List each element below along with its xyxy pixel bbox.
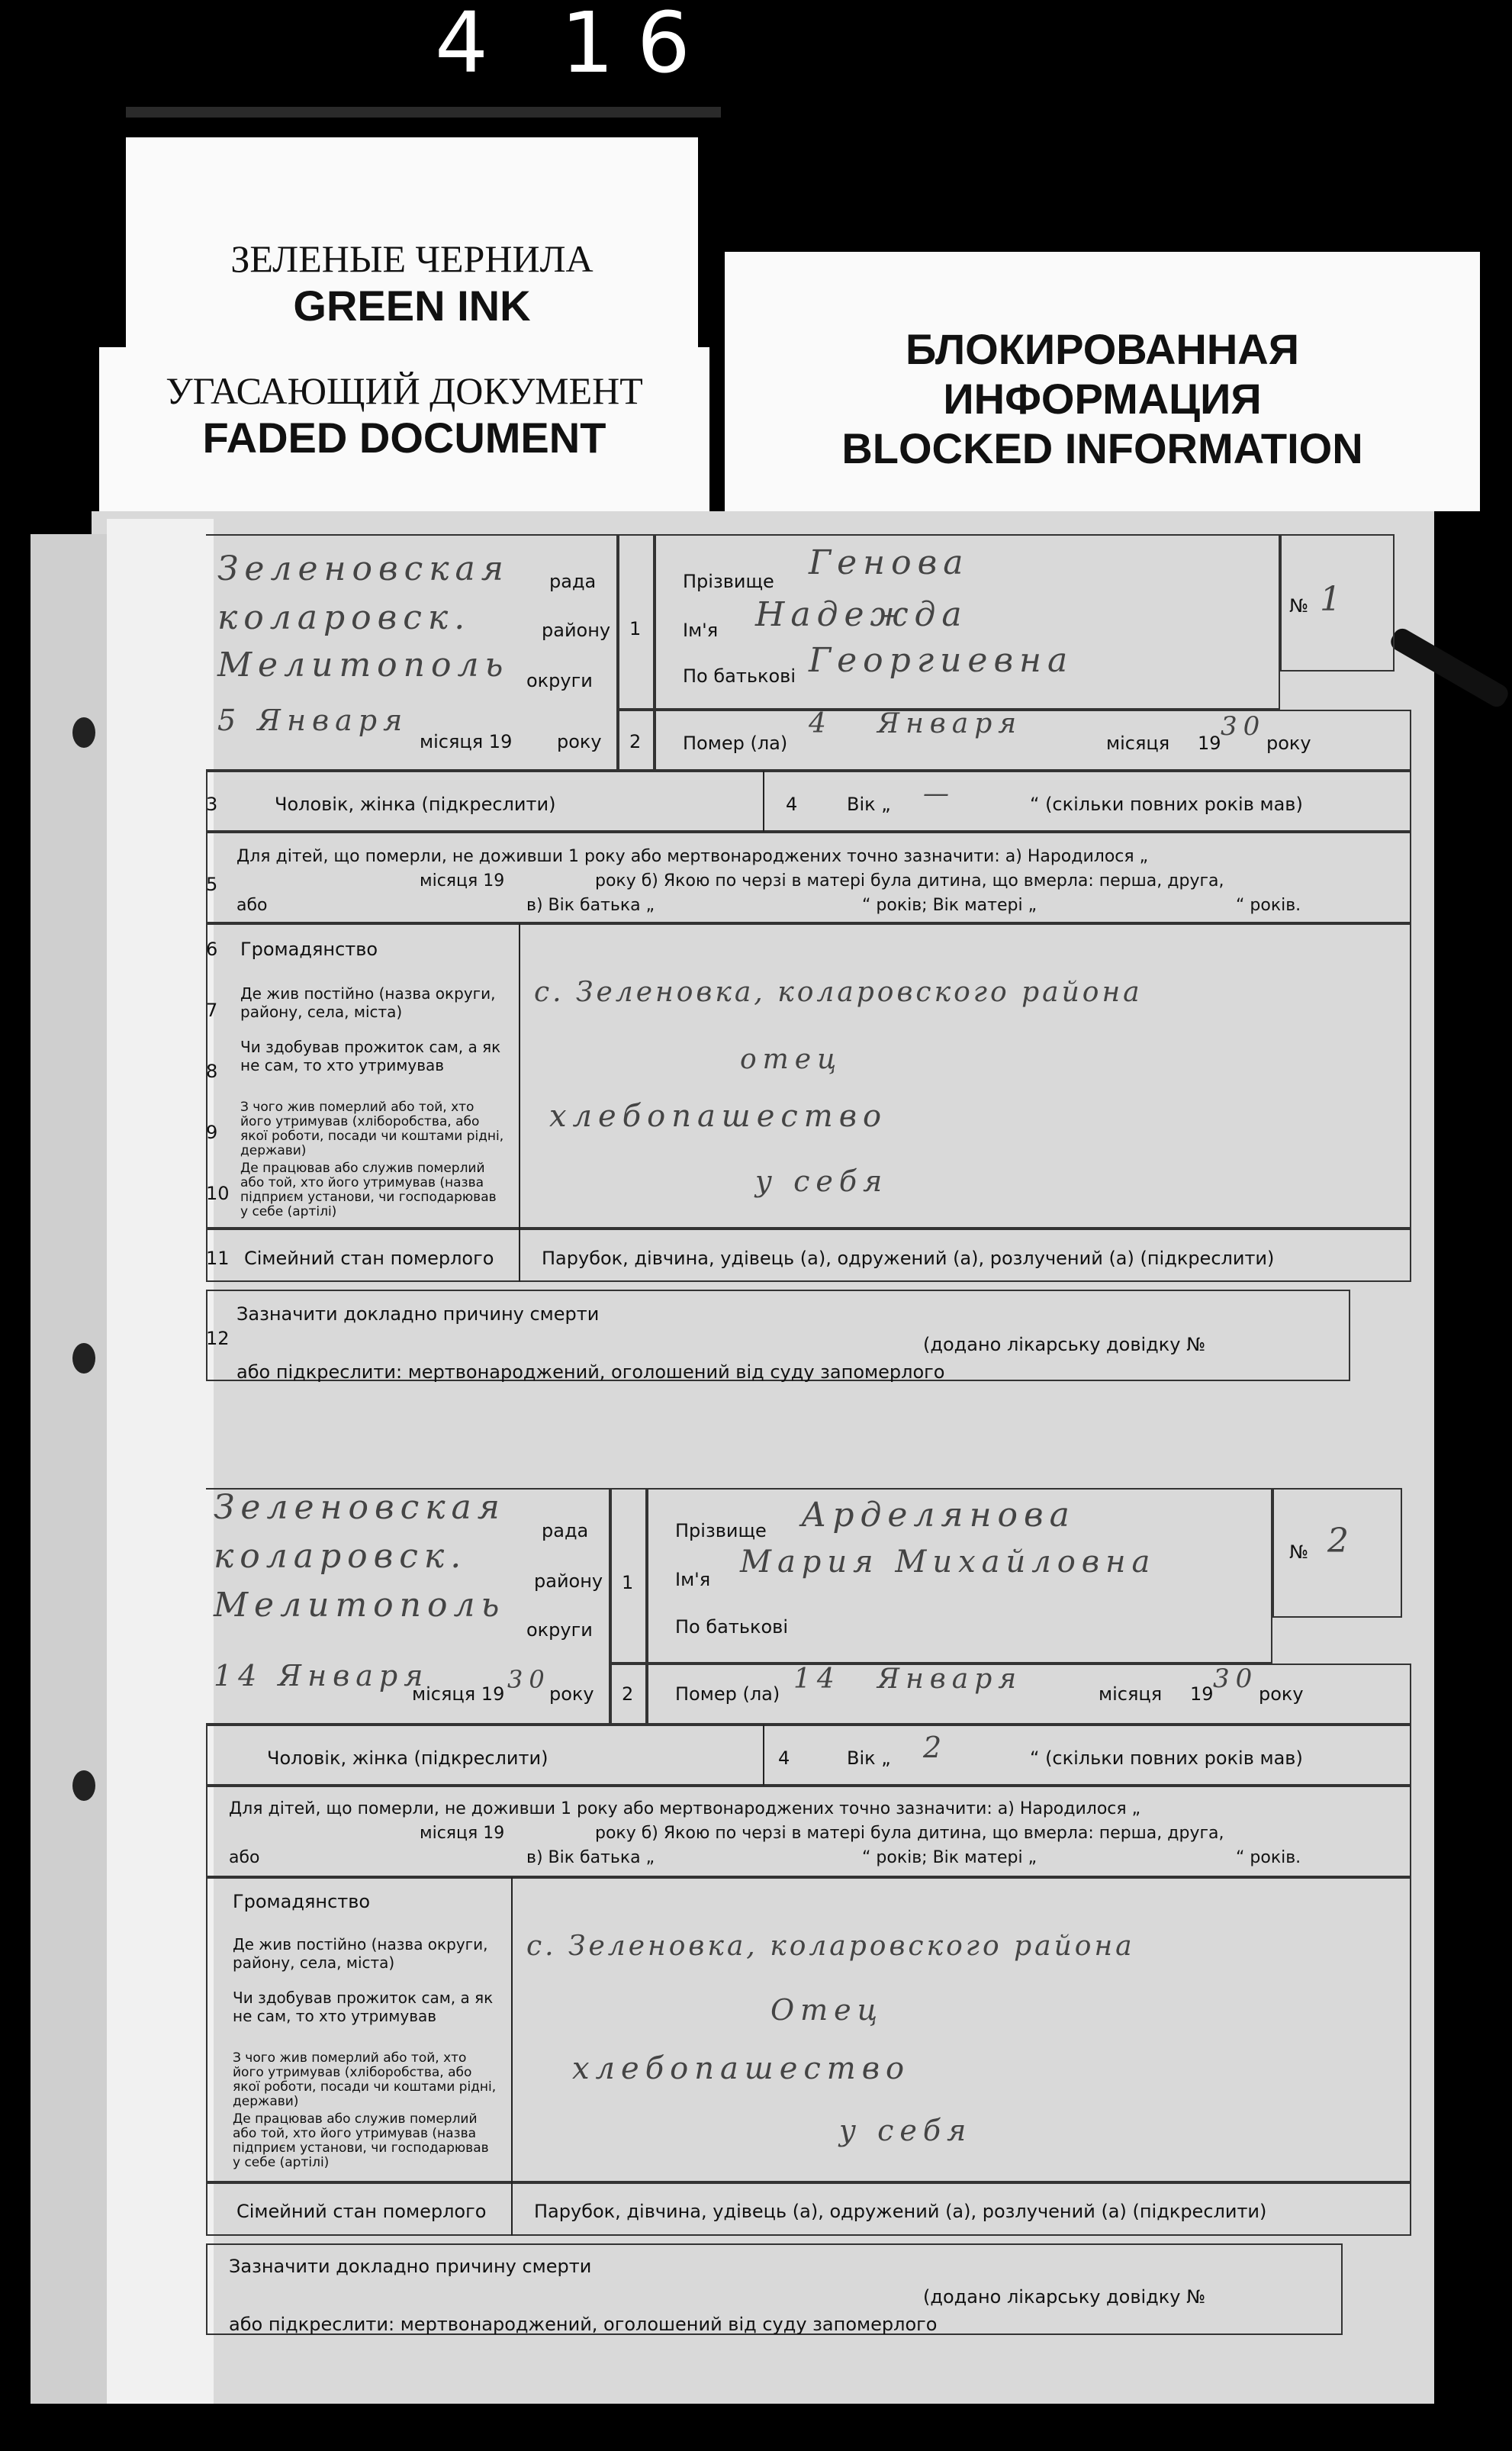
record-1-details-divider	[519, 923, 520, 1229]
record-1-rada-value: Зеленовская	[217, 549, 510, 588]
record-1-residence: с. Зеленовка, коларовского района	[534, 977, 1143, 1008]
record-2-simeinyi-val: Парубок, дівчина, удівець (а), одружений (а), розлучений (а) (підкреслити)	[534, 2201, 1267, 2222]
record-1-row11-num: 11	[206, 1248, 230, 1269]
record-2-age: 2	[923, 1731, 948, 1764]
record-1-name-label: Ім'я	[683, 620, 719, 641]
top-band	[126, 107, 721, 118]
record-2-livelihood: хлебопашество	[572, 2051, 911, 2086]
record-1-surname-label: Прізвище	[683, 571, 774, 592]
blocked-ru-line1: БЛОКИРОВАННАЯ	[906, 325, 1299, 373]
record-2-children3c: “ років; Вік матері „	[862, 1848, 1037, 1867]
record-2-reg-year: 30	[507, 1665, 551, 1694]
record-1-supported-by: отец	[740, 1044, 843, 1075]
green-ink-en: GREEN INK	[293, 282, 531, 330]
record-2-okruha-label: округи	[526, 1619, 593, 1641]
binder-hole	[72, 1770, 95, 1801]
faded-document-ru: УГАСАЮЩИЙ ДОКУМЕНТ	[166, 369, 643, 412]
record-1-patronymic: Георгиевна	[809, 641, 1074, 680]
record-1-chy-zdobuvav: Чи здобував прожиток сам, а як не сам, то хто утримував	[240, 1038, 501, 1074]
record-2-vik-tail: “ (скільки повних років мав)	[1030, 1747, 1303, 1769]
record-1-19-label: 19	[1198, 733, 1221, 754]
white-strip	[107, 519, 214, 2404]
record-1	[206, 534, 1411, 1389]
record-2-dovidka: (додано лікарську довідку №	[923, 2286, 1206, 2308]
record-1-simeinyi-val: Парубок, дівчина, удівець (а), одружений (а), розлучений (а) (підкреслити)	[542, 1248, 1275, 1269]
record-2-supported-by: Отец	[770, 1993, 884, 2027]
record-1-abo: або підкреслити: мертвонароджений, оголошений від суду запомерлого	[236, 1361, 945, 1383]
record-2-rada-value: Зеленовская	[214, 1488, 506, 1527]
record-2-death-month: Января	[877, 1664, 1023, 1695]
record-2-pomer-label: Помер (ла)	[675, 1683, 780, 1705]
blocked-en: BLOCKED INFORMATION	[841, 424, 1363, 472]
record-2-workplace: у себя	[839, 2114, 973, 2147]
record-2-de-pratsiuvav: Де працював або служив померлий або той, хто його утримував (назва підприєм установи, чи господарював у себе (артілі)	[233, 2111, 489, 2170]
record-2-patronymic-label: По батькові	[675, 1616, 788, 1638]
record-2-col2-num: 2	[622, 1683, 634, 1705]
record-2-name: Мария Михайловна	[740, 1544, 1157, 1580]
record-1-children3: або	[236, 896, 268, 915]
record-2-surname: Арделянова	[801, 1496, 1076, 1535]
record-1-no-label: №	[1289, 595, 1308, 617]
record-1-row9-num: 9	[206, 1122, 218, 1143]
record-2-number: 2	[1327, 1522, 1355, 1560]
record-1-row6-num: 6	[206, 939, 218, 960]
record-2-row4-divider	[763, 1725, 764, 1786]
record-1-raion-label: району	[542, 620, 611, 641]
record-2-name-label: Ім'я	[675, 1569, 711, 1590]
record-1-dovidka: (додано лікарську довідку №	[923, 1334, 1206, 1355]
faded-document-card	[99, 347, 709, 511]
record-1-okruha-value: Мелитополь	[217, 646, 510, 684]
page-number: 4 16	[435, 0, 713, 92]
record-1-reg-month-label: місяця 19	[420, 731, 513, 752]
record-1-z-choho: З чого жив померлий або той, хто його утримував (хліборобства, або якої роботи, посади чи коштами рідні, держави)	[240, 1100, 504, 1158]
record-2-raion-label: району	[534, 1570, 603, 1592]
record-1-number: 1	[1320, 580, 1347, 619]
record-2-vik-label: Вік „	[847, 1747, 891, 1769]
record-1-de-pratsiuvav: Де працював або служив померлий або той, хто його утримував (назва підприєм установи, чи господарював у себе (артілі)	[240, 1161, 497, 1219]
record-2-misiatsia-label: місяця	[1099, 1683, 1163, 1705]
record-2-death-year: 30	[1213, 1664, 1259, 1694]
record-1-patronymic-label: По батькові	[683, 665, 796, 687]
record-2-residence: с. Зеленовка, коларовского района	[526, 1931, 1135, 1962]
record-2-death-day: 14	[793, 1664, 841, 1695]
record-2-abo: або підкреслити: мертвонароджений, оголошений від суду запомерлого	[229, 2314, 938, 2335]
record-1-rada-label: рада	[549, 571, 597, 592]
record-1-workplace: у себя	[755, 1164, 889, 1198]
record-1-prychyna: Зазначити докладно причину смерти	[236, 1303, 600, 1325]
binder-hole	[72, 1343, 95, 1374]
record-2-children3b: в) Вік батька „	[526, 1848, 655, 1867]
record-1-row4-divider	[763, 771, 764, 832]
record-1-row11-divider	[519, 1229, 520, 1282]
record-2-rada-label: рада	[542, 1520, 589, 1541]
record-1-death-day: 4	[809, 708, 832, 739]
record-2-surname-label: Прізвище	[675, 1520, 767, 1541]
record-1-pomer-label: Помер (ла)	[683, 733, 788, 754]
record-1-row12-num: 12	[206, 1328, 230, 1349]
record-1-row7-num: 7	[206, 1000, 218, 1021]
record-2-children2: місяця 19	[420, 1824, 505, 1843]
record-1-reg-date: 5 Января	[217, 704, 409, 737]
faded-document-en: FADED DOCUMENT	[202, 414, 606, 462]
record-2-19-label: 19	[1190, 1683, 1214, 1705]
record-1-reg-year-label: року	[557, 731, 602, 752]
record-2-children3: або	[229, 1848, 260, 1867]
record-2-children1: Для дітей, що померли, не доживши 1 року або мертвонароджених точно зазначити: а) Народилося „	[229, 1799, 1141, 1818]
record-1-row8-num: 8	[206, 1061, 218, 1082]
record-2	[206, 1488, 1411, 2350]
record-1-name: Надежда	[755, 595, 968, 634]
record-2-children2b: року б) Якою по черзі в матері була дитина, що вмерла: перша, друга,	[595, 1824, 1224, 1843]
record-2-row11-divider	[511, 2182, 513, 2236]
record-1-surname: Генова	[809, 543, 970, 582]
record-1-vik-tail: “ (скільки повних років мав)	[1030, 794, 1303, 815]
record-1-children3c: “ років; Вік матері „	[862, 896, 1037, 915]
blocked-information-card	[725, 252, 1480, 511]
blocked-ru-line2: ИНФОРМАЦИЯ	[943, 375, 1262, 423]
record-2-simeinyi: Сімейний стан померлого	[236, 2201, 487, 2222]
record-1-simeinyi: Сімейний стан померлого	[244, 1248, 494, 1269]
record-1-age: —	[923, 778, 955, 809]
record-2-row4-num: 4	[778, 1747, 790, 1769]
record-2-cholovik: Чоловік, жінка (підкреслити)	[267, 1747, 549, 1769]
record-2-roku-label: року	[1259, 1683, 1304, 1705]
record-2-col1-num: 1	[622, 1572, 634, 1593]
record-2-no-label: №	[1289, 1541, 1308, 1563]
record-1-row4-num: 4	[786, 794, 798, 815]
record-1-col2-num: 2	[629, 731, 642, 752]
record-1-children1: Для дітей, що померли, не доживши 1 року або мертвонароджених точно зазначити: а) Народилося „	[236, 847, 1149, 866]
record-2-de-zhyv: Де жив постійно (назва округи, району, села, міста)	[233, 1935, 488, 1972]
record-2-reg-month-label: місяця 19	[412, 1683, 505, 1705]
record-1-okruha-label: округи	[526, 670, 593, 691]
green-ink-card	[126, 137, 698, 366]
record-1-vik-label: Вік „	[847, 794, 891, 815]
record-2-details-divider	[511, 1877, 513, 2182]
record-1-death-year: 30	[1221, 711, 1266, 742]
record-1-children3b: в) Вік батька „	[526, 896, 655, 915]
record-2-children3d: “ років.	[1236, 1848, 1301, 1867]
record-1-col1-num: 1	[629, 618, 642, 639]
record-1-row10-num: 10	[206, 1183, 230, 1204]
record-1-death-month: Января	[877, 708, 1023, 739]
record-1-de-zhyv: Де жив постійно (назва округи, району, села, міста)	[240, 984, 496, 1021]
record-1-children2: місяця 19	[420, 871, 505, 891]
record-1-livelihood: хлебопашество	[549, 1099, 888, 1134]
record-2-reg-date: 14 Января	[214, 1659, 429, 1693]
record-2-reg-year-label: року	[549, 1683, 594, 1705]
record-1-roku-label: року	[1266, 733, 1311, 754]
record-1-raion-value: коларовск.	[217, 598, 471, 637]
record-2-hromadianstvo: Громадянство	[233, 1891, 371, 1912]
record-2-z-choho: З чого жив померлий або той, хто його утримував (хліборобства, або якої роботи, посади чи коштами рідні, держави)	[233, 2050, 497, 2109]
paper-left-edge	[31, 534, 114, 2404]
record-2-okruha-value: Мелитополь	[214, 1586, 506, 1625]
record-2-prychyna: Зазначити докладно причину смерти	[229, 2256, 592, 2277]
record-1-cholovik: Чоловік, жінка (підкреслити)	[275, 794, 556, 815]
record-1-hromadianstvo: Громадянство	[240, 939, 378, 960]
record-1-row3-num: 3	[206, 794, 218, 815]
record-2-chy-zdobuvav: Чи здобував прожиток сам, а як не сам, то хто утримував	[233, 1989, 494, 2025]
record-1-row5-num: 5	[206, 874, 218, 895]
record-1-children3d: “ років.	[1236, 896, 1301, 915]
record-1-children2b: року б) Якою по черзі в матері була дитина, що вмерла: перша, друга,	[595, 871, 1224, 891]
binder-hole	[72, 717, 95, 748]
record-1-misiatsia-label: місяця	[1106, 733, 1170, 754]
record-2-raion-value: коларовск.	[214, 1537, 468, 1576]
green-ink-ru: ЗЕЛЕНЫЕ ЧЕРНИЛА	[230, 237, 594, 280]
